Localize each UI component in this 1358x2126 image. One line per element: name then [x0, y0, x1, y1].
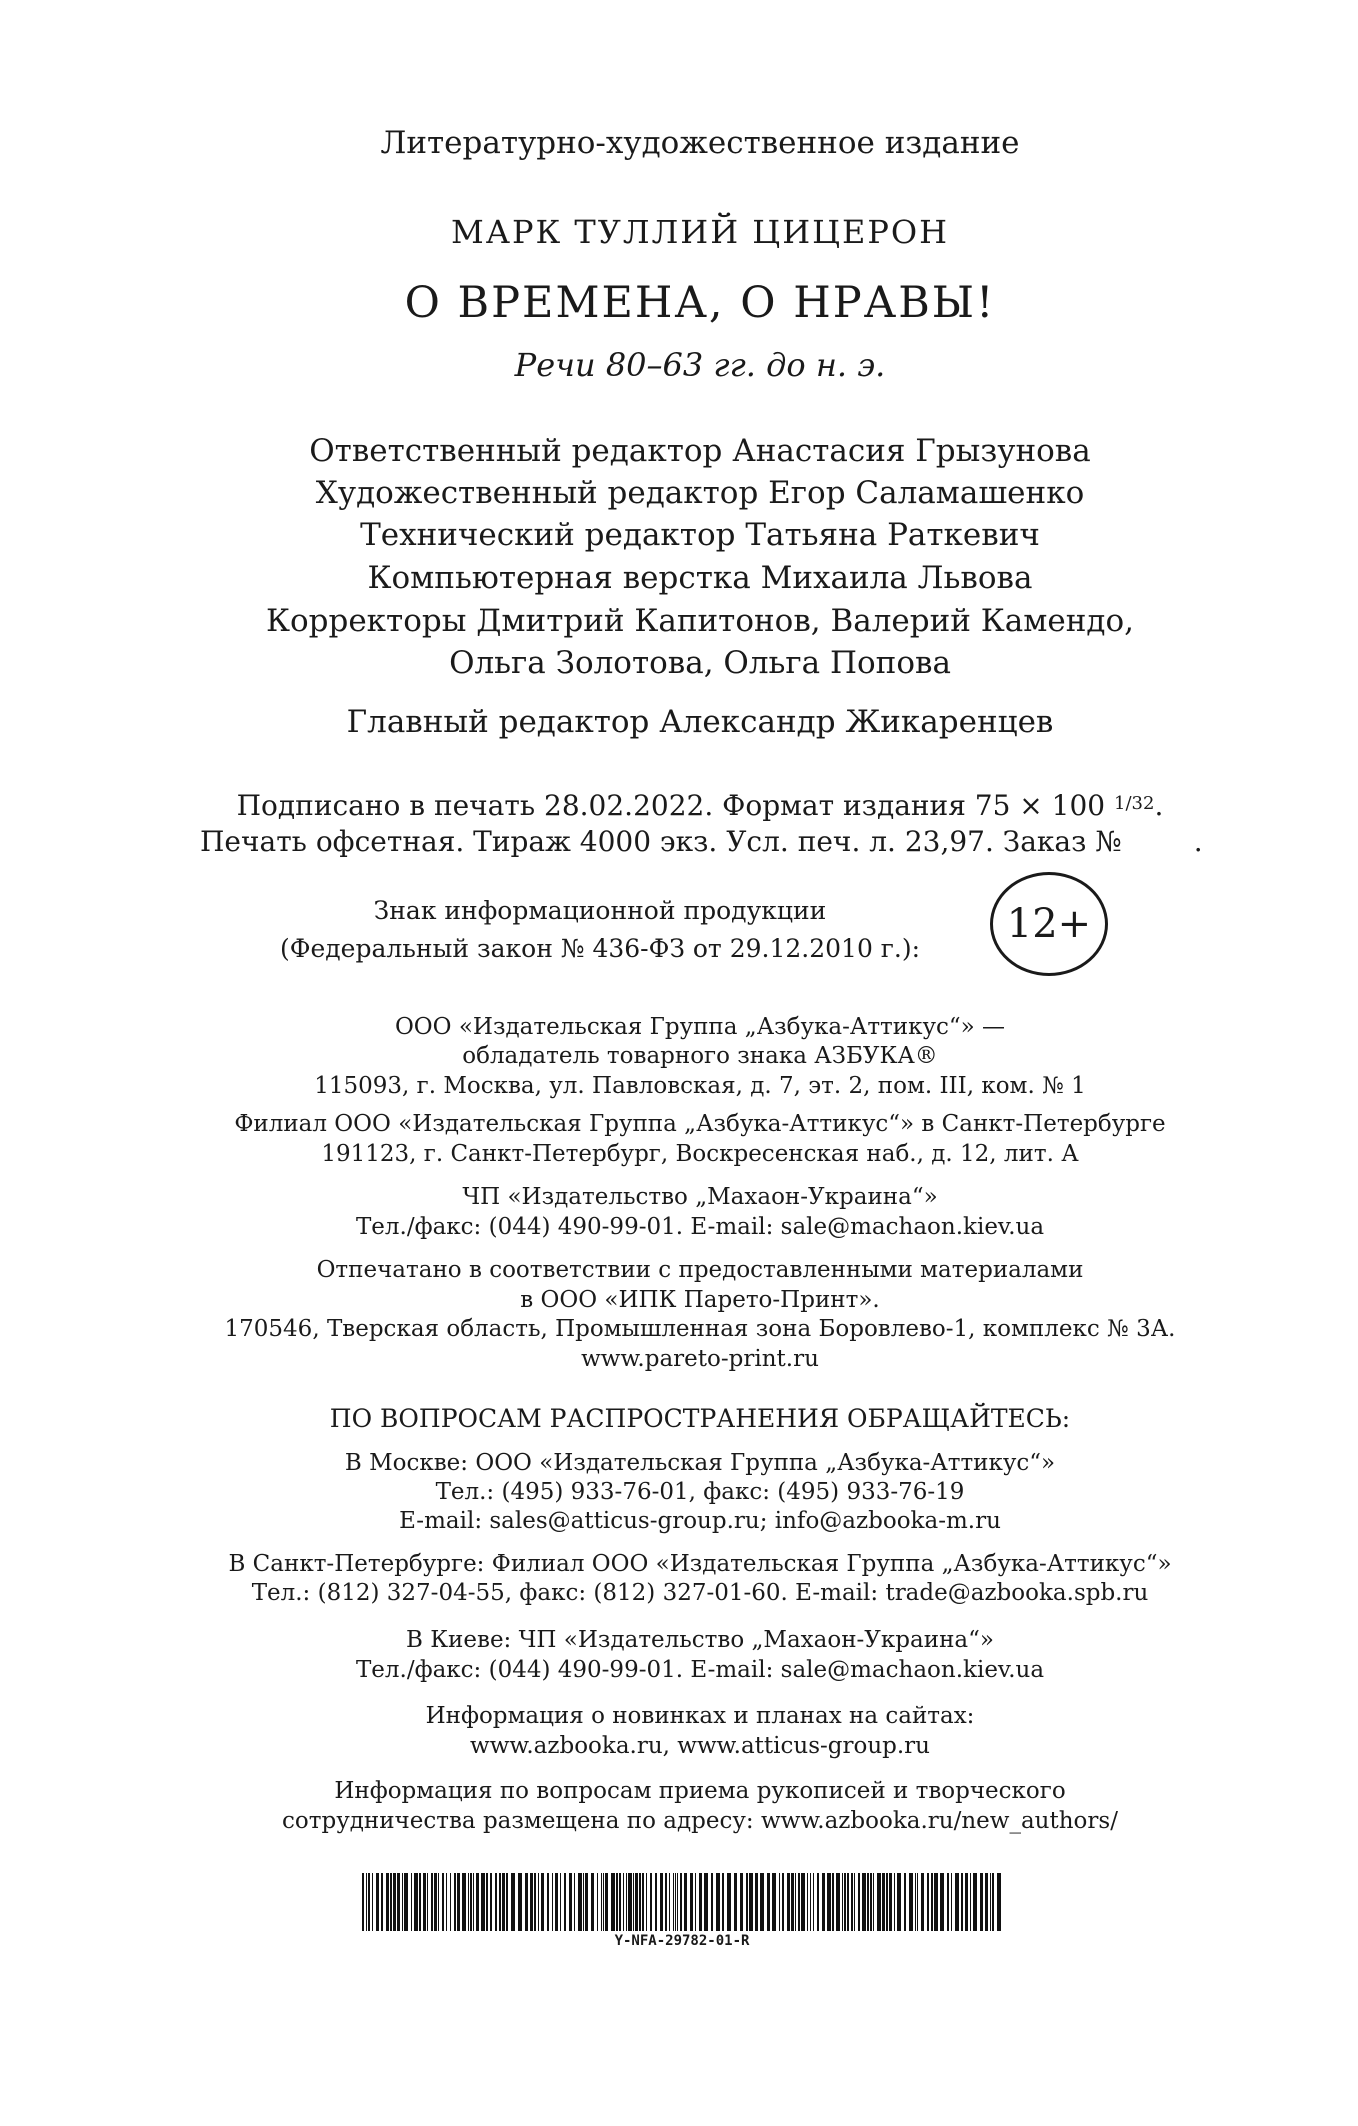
barcode-bar — [767, 1873, 770, 1931]
barcode-bar — [646, 1873, 647, 1931]
barcode-bar — [530, 1873, 533, 1931]
barcode-bar — [411, 1873, 412, 1931]
barcode-bar — [669, 1873, 670, 1931]
publication-kind: Литературно-художественное издание — [380, 125, 1020, 161]
barcode-bar — [623, 1873, 624, 1931]
book-title: О ВРЕМЕНА, О НРАВЫ! — [404, 278, 996, 328]
barcode-bar — [499, 1873, 501, 1931]
barcode-bar — [635, 1873, 638, 1931]
barcode-bar — [434, 1873, 437, 1931]
age-sign-label: Знак информационной продукции — [373, 896, 827, 925]
barcode-bar — [961, 1873, 963, 1931]
barcode-bar — [844, 1873, 846, 1931]
barcode-bar — [552, 1873, 553, 1931]
barcode-bar — [870, 1873, 872, 1931]
printer-website: www.pareto-print.ru — [581, 1346, 819, 1372]
barcode-bar — [518, 1873, 522, 1931]
barcode-bar — [476, 1873, 479, 1931]
barcode-bar — [442, 1873, 444, 1931]
distribution-moscow-line: E-mail: sales@atticus-group.ru; info@azbooka-m.ru — [399, 1508, 1001, 1534]
barcode-bar — [376, 1873, 379, 1931]
credit-line: Корректоры Дмитрий Капитонов, Валерий Камендо, — [265, 603, 1134, 639]
printer-line: в ООО «ИПК Парето-Принт». — [520, 1287, 880, 1313]
publisher-line: обладатель товарного знака АЗБУКА® — [462, 1043, 938, 1069]
barcode-bar — [555, 1873, 558, 1931]
barcode-bar — [904, 1873, 906, 1931]
credit-line: Технический редактор Татьяна Раткевич — [360, 517, 1040, 553]
barcode-bar — [889, 1873, 892, 1931]
barcode-bar — [940, 1873, 944, 1931]
distribution-moscow-line: В Москве: ООО «Издательская Группа „Азбука-Аттикус“» — [344, 1450, 1056, 1476]
publisher-line: ООО «Издательская Группа „Азбука-Аттикус“» — — [394, 1014, 1006, 1040]
barcode-bar — [690, 1873, 693, 1931]
barcode-bar — [992, 1873, 994, 1931]
barcode-bar — [490, 1873, 492, 1931]
barcode-bar — [897, 1873, 901, 1931]
barcode-bar — [740, 1873, 743, 1931]
publisher-line: ЧП «Издательство „Махаон-Украина“» — [462, 1184, 938, 1210]
publisher-line: Тел./факс: (044) 490-99-01. E-mail: sale@machaon.kiev.ua — [355, 1214, 1045, 1240]
print-info-text: Печать офсетная. Тираж 4000 экз. Усл. печ. л. 23,97. Заказ № — [200, 825, 1122, 858]
barcode-bar — [462, 1873, 466, 1931]
barcode-bar — [858, 1873, 860, 1931]
barcode-bar — [801, 1873, 805, 1931]
barcode-bar — [851, 1873, 853, 1931]
barcode-bar — [665, 1873, 667, 1931]
barcode-bar — [886, 1873, 888, 1931]
printer-line: Отпечатано в соответствии с предоставленными материалами — [316, 1257, 1084, 1283]
barcode-bar — [734, 1873, 737, 1931]
barcode-bar — [511, 1873, 515, 1931]
publisher-line: 115093, г. Москва, ул. Павловская, д. 7, эт. 2, пом. III, ком. № 1 — [314, 1073, 1086, 1099]
barcode-bar — [862, 1873, 866, 1931]
barcode-bar — [882, 1873, 885, 1931]
distribution-heading: ПО ВОПРОСАМ РАСПРОСТРАНЕНИЯ ОБРАЩАЙТЕСЬ: — [329, 1404, 1071, 1433]
print-info-end: . — [1193, 825, 1203, 858]
barcode-bar — [574, 1873, 575, 1931]
book-subtitle: Речи 80–63 гг. до н. э. — [514, 346, 886, 384]
barcode-bar — [684, 1873, 687, 1931]
credit-line: Художественный редактор Егор Саламашенко — [315, 475, 1085, 511]
barcode-bar — [749, 1873, 753, 1931]
barcode-bar — [931, 1873, 933, 1931]
barcode-bar — [951, 1873, 952, 1931]
barcode-bar — [973, 1873, 977, 1931]
barcode-bar — [454, 1873, 456, 1931]
barcode-bar — [915, 1873, 916, 1931]
barcode-bar — [807, 1873, 808, 1931]
barcode-bar — [760, 1873, 764, 1931]
barcode-bar — [985, 1873, 988, 1931]
barcode-bar — [787, 1873, 790, 1931]
barcode-bar — [468, 1873, 469, 1931]
barcode-bar — [541, 1873, 544, 1931]
barcode-bar — [538, 1873, 539, 1931]
manuscripts-info-line: сотрудничества размещена по адресу: www.azbooka.ru/new_authors/ — [282, 1808, 1118, 1834]
barcode-bar — [827, 1873, 831, 1931]
barcode-bar — [450, 1873, 451, 1931]
barcode-bar — [704, 1873, 708, 1931]
barcode-bar — [446, 1873, 447, 1931]
barcode-bar — [381, 1873, 383, 1931]
barcode-bar — [583, 1873, 584, 1931]
barcode-bar — [917, 1873, 918, 1931]
barcode-bar — [486, 1873, 488, 1931]
barcode-bar — [642, 1873, 644, 1931]
barcode-bar — [506, 1873, 508, 1931]
barcode-bar — [628, 1873, 632, 1931]
barcode-bar — [481, 1873, 485, 1931]
barcode-bar — [997, 1873, 1001, 1931]
manuscripts-info-line: Информация по вопросам приема рукописей и творческого — [334, 1778, 1066, 1804]
barcode-bar — [525, 1873, 528, 1931]
barcode-bar — [603, 1873, 604, 1931]
barcode-bar — [772, 1873, 776, 1931]
barcode-bar — [431, 1873, 433, 1931]
barcode-bar — [722, 1873, 724, 1931]
distribution-spb-line: В Санкт-Петербурге: Филиал ООО «Издательская Группа „Азбука-Аттикус“» — [228, 1551, 1172, 1577]
barcode-bar — [813, 1873, 814, 1931]
barcode-bar — [473, 1873, 474, 1931]
barcode-bar — [423, 1873, 426, 1931]
barcode-bar — [877, 1873, 881, 1931]
barcode-bar — [655, 1873, 657, 1931]
barcode-code: Y-NFA-29782-01-R — [614, 1933, 750, 1949]
barcode-bar — [980, 1873, 983, 1931]
barcode-bar — [795, 1873, 796, 1931]
barcode-bar — [927, 1873, 929, 1931]
barcode-bar — [822, 1873, 825, 1931]
distribution-spb-line: Тел.: (812) 327-04-55, факс: (812) 327-01-60. E-mail: trade@azbooka.spb.ru — [251, 1580, 1149, 1606]
barcode-bar — [419, 1873, 421, 1931]
barcode-bar — [716, 1873, 720, 1931]
print-info-line-1 — [200, 789, 1200, 822]
barcode-bar — [673, 1873, 674, 1931]
barcode-bar — [560, 1873, 561, 1931]
barcode-bar — [414, 1873, 418, 1931]
barcode-bar — [502, 1873, 505, 1931]
barcode-bar — [585, 1873, 588, 1931]
print-info-text: Подписано в печать 28.02.2022. Формат издания 75 × 100 — [236, 789, 1106, 822]
author-name: МАРК ТУЛЛИЙ ЦИЦЕРОН — [450, 213, 950, 251]
barcode-bar — [955, 1873, 959, 1931]
barcode-bar — [404, 1873, 408, 1931]
barcode-bar — [564, 1873, 566, 1931]
barcode-bar — [711, 1873, 713, 1931]
barcode-bar — [965, 1873, 968, 1931]
barcode-bar — [578, 1873, 582, 1931]
barcode-bar — [909, 1873, 913, 1931]
barcode-bar — [597, 1873, 598, 1931]
barcode-bar — [817, 1873, 819, 1931]
barcode-bar — [495, 1873, 497, 1931]
distribution-kiev-line: В Киеве: ЧП «Издательство „Махаон-Украина“» — [406, 1627, 994, 1653]
barcode-bar — [921, 1873, 924, 1931]
barcode-bar — [534, 1873, 536, 1931]
barcode-bar — [842, 1873, 843, 1931]
barcode-bar — [611, 1873, 615, 1931]
barcode-bar — [650, 1873, 652, 1931]
barcode-bar — [633, 1873, 634, 1931]
barcode-bar — [619, 1873, 621, 1931]
barcode-bar — [854, 1873, 855, 1931]
barcode-bar — [832, 1873, 834, 1931]
barcode-bar — [457, 1873, 460, 1931]
barcode-bar — [427, 1873, 428, 1931]
barcode-bar — [438, 1873, 439, 1931]
barcode-bar — [390, 1873, 392, 1931]
barcode-bar — [397, 1873, 400, 1931]
age-rating-badge: 12+ — [990, 872, 1108, 976]
barcode-bar — [675, 1873, 676, 1931]
barcode-bar — [810, 1873, 811, 1931]
barcode-bar — [867, 1873, 869, 1931]
barcode — [362, 1873, 1002, 1931]
barcode-bar — [755, 1873, 758, 1931]
publisher-line: Филиал ООО «Издательская Группа „Азбука-Аттикус“» в Санкт-Петербурге — [234, 1111, 1166, 1137]
barcode-bar — [894, 1873, 895, 1931]
barcode-bar — [947, 1873, 949, 1931]
barcode-bar — [616, 1873, 618, 1931]
barcode-bar — [779, 1873, 780, 1931]
barcode-bar — [591, 1873, 594, 1931]
barcode-bar — [990, 1873, 991, 1931]
print-info-end: . — [1154, 789, 1164, 822]
barcode-bar — [626, 1873, 627, 1931]
barcode-bar — [695, 1873, 696, 1931]
barcode-bar — [791, 1873, 794, 1931]
printer-line: 170546, Тверская область, Промышленная зона Боровлево-1, комплекс № 3А. — [224, 1316, 1176, 1342]
barcode-bar — [873, 1873, 874, 1931]
barcode-bar — [680, 1873, 682, 1931]
barcode-bar — [934, 1873, 938, 1931]
credit-line: Ответственный редактор Анастасия Грызунова — [309, 433, 1091, 469]
barcode-bar — [782, 1873, 784, 1931]
barcode-bar — [746, 1873, 748, 1931]
barcode-bar — [402, 1873, 403, 1931]
barcode-bar — [605, 1873, 608, 1931]
barcode-bar — [798, 1873, 800, 1931]
barcode-bar — [970, 1873, 971, 1931]
print-info-line-2 — [200, 825, 1203, 858]
credit-line: Ольга Золотова, Ольга Попова — [449, 645, 951, 681]
barcode-bar — [362, 1873, 364, 1931]
barcode-bar — [393, 1873, 396, 1931]
distribution-moscow-line: Тел.: (495) 933-76-01, факс: (495) 933-76-19 — [435, 1479, 965, 1505]
barcode-bar — [836, 1873, 840, 1931]
barcode-bar — [366, 1873, 367, 1931]
barcode-bar — [368, 1873, 370, 1931]
barcode-bar — [727, 1873, 731, 1931]
barcode-bar — [601, 1873, 602, 1931]
format-fraction: 1/32 — [1114, 793, 1155, 814]
barcode-bar — [569, 1873, 572, 1931]
barcode-bar — [547, 1873, 549, 1931]
distribution-kiev-line: Тел./факс: (044) 490-99-01. E-mail: sale@machaon.kiev.ua — [355, 1657, 1045, 1683]
sites-info-line: Информация о новинках и планах на сайтах: — [425, 1703, 975, 1729]
barcode-bar — [699, 1873, 702, 1931]
barcode-bar — [677, 1873, 678, 1931]
publisher-line: 191123, г. Санкт-Петербург, Воскресенская наб., д. 12, лит. А — [321, 1141, 1079, 1167]
chief-editor: Главный редактор Александр Жикаренцев — [346, 704, 1054, 740]
barcode-bar — [639, 1873, 641, 1931]
barcode-bar — [386, 1873, 389, 1931]
credit-line: Компьютерная верстка Михаила Львова — [367, 560, 1033, 596]
barcode-bar — [372, 1873, 373, 1931]
barcode-bar — [660, 1873, 663, 1931]
barcode-bar — [847, 1873, 849, 1931]
sites-info-line: www.azbooka.ru, www.atticus-group.ru — [470, 1733, 930, 1759]
barcode-bar — [470, 1873, 472, 1931]
age-sign-law: (Федеральный закон № 436-ФЗ от 29.12.2010 г.): — [279, 934, 921, 963]
